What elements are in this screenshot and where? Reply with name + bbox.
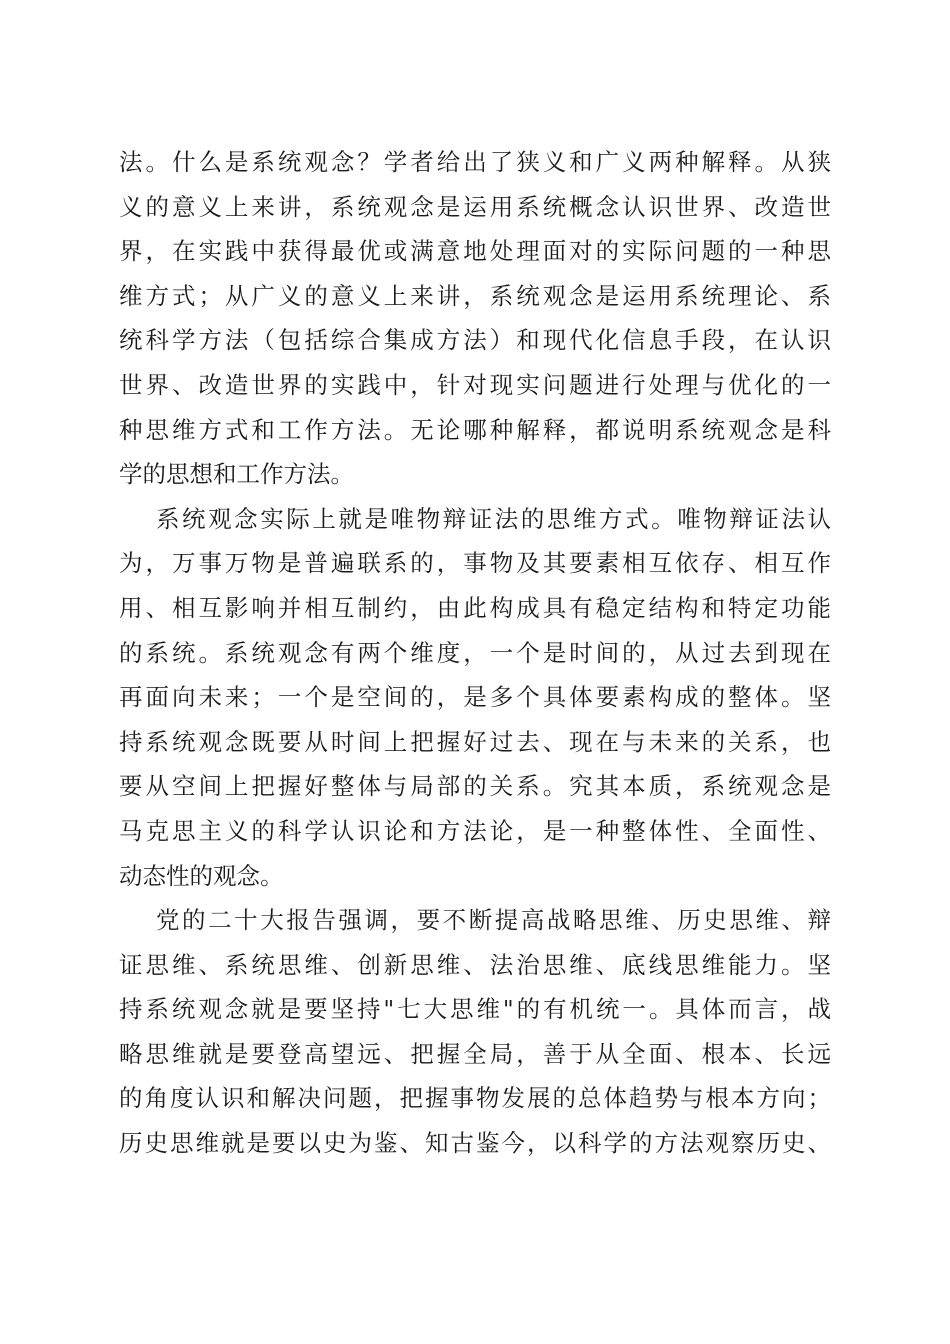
text-line: 党的二十大报告强调，要不断提高战略思维、历史思维、辩 — [156, 906, 831, 935]
text-line: 动态性的观念。 — [119, 861, 284, 890]
text-line: 的系统。系统观念有两个维度，一个是时间的，从过去到现在 — [119, 638, 831, 667]
paragraph-2 — [119, 497, 831, 898]
text-line: 再面向未来；一个是空间的，是多个具体要素构成的整体。坚 — [119, 683, 831, 712]
text-line: 维方式；从广义的意义上来讲，系统观念是运用系统理论、系 — [119, 281, 831, 310]
text-line: 义的意义上来讲，系统观念是运用系统概念认识世界、改造世 — [119, 192, 831, 221]
text-line: 系统观念实际上就是唯物辩证法的思维方式。唯物辩证法认 — [156, 504, 831, 533]
text-line: 持系统观念就是要坚持"七大思维"的有机统一。具体而言，战 — [119, 995, 831, 1024]
text-line: 为，万事万物是普遍联系的，事物及其要素相互依存、相互作 — [119, 549, 831, 578]
text-line: 世界、改造世界的实践中，针对现实问题进行处理与优化的一 — [119, 370, 831, 399]
paragraph-1 — [119, 140, 831, 497]
paragraph-3 — [119, 898, 831, 1166]
text-line: 略思维就是要登高望远、把握全局，善于从全面、根本、长远 — [119, 1039, 831, 1068]
text-line: 历史思维就是要以史为鉴、知古鉴今，以科学的方法观察历史、 — [119, 1129, 831, 1158]
text-line: 证思维、系统思维、创新思维、法治思维、底线思维能力。坚 — [119, 950, 831, 979]
document-body — [119, 140, 831, 1166]
text-line: 的角度认识和解决问题，把握事物发展的总体趋势与根本方向； — [119, 1084, 831, 1113]
text-line: 用、相互影响并相互制约，由此构成具有稳定结构和特定功能 — [119, 593, 831, 622]
text-line: 要从空间上把握好整体与局部的关系。究其本质，系统观念是 — [119, 772, 831, 801]
text-line: 法。什么是系统观念？学者给出了狭义和广义两种解释。从狭 — [119, 148, 831, 176]
text-line: 持系统观念既要从时间上把握好过去、现在与未来的关系，也 — [119, 727, 831, 756]
text-line: 马克思主义的科学认识论和方法论，是一种整体性、全面性、 — [119, 816, 831, 845]
text-line: 种思维方式和工作方法。无论哪种解释，都说明系统观念是科 — [119, 415, 831, 444]
text-line: 统科学方法（包括综合集成方法）和现代化信息手段，在认识 — [119, 326, 831, 355]
text-line: 学的思想和工作方法。 — [119, 460, 354, 489]
text-line: 界，在实践中获得最优或满意地处理面对的实际问题的一种思 — [119, 237, 831, 266]
